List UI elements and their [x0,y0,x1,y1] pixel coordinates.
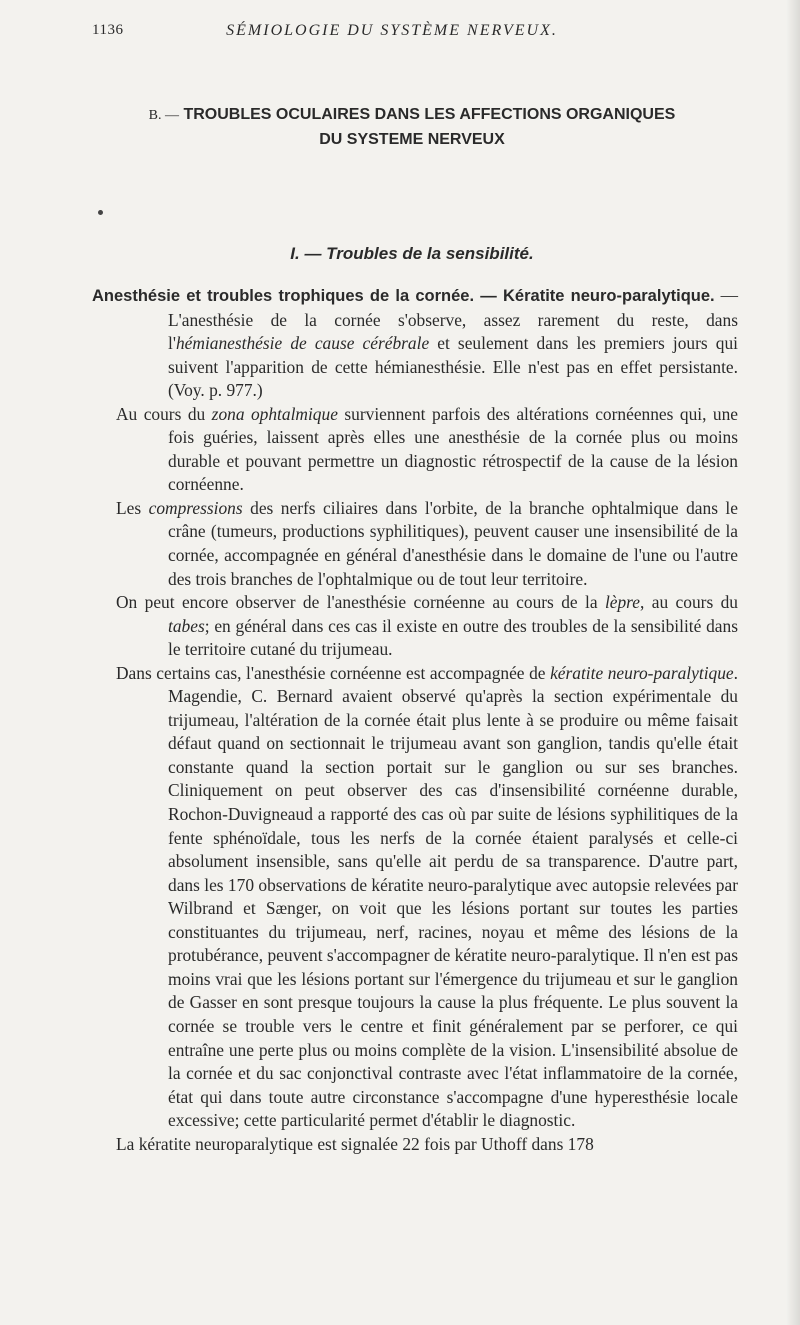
section-title-line1: TROUBLES OCULAIRES DANS LES AFFECTIONS ORGANIQUES [183,106,676,123]
p4-italic-1: lèpre [604,592,641,613]
p4-text-1: On peut encore observer de l'anesthésie cornéenne au cours de la [116,592,605,613]
p1-text-1: — L'anesthésie de la cornée s'observe, assez rarement du reste, dans l' [168,285,738,354]
page-number: 1136 [92,22,124,38]
paragraph-5 [116,662,738,1133]
body-text [92,284,738,1156]
p3-text-1: Les [116,497,149,518]
page-edge-shadow [786,0,800,1325]
paragraph-title: Anesthésie et troubles trophiques de la cornée. — Kératite neuro-paralytique. [92,287,715,305]
p4-italic-2: tabes [168,615,205,636]
section-heading-line1 [92,103,732,128]
p1-italic-1: hémianesthésie de cause cérébrale [175,333,430,354]
paragraph-6 [116,1133,738,1157]
section-heading [92,103,732,152]
paragraph-4 [116,591,738,662]
p1-text-2: et seulement dans les premiers jours qui suivent l'apparition de cette hémianesthésie. Elle n'est pas en effet persistante. (Voy. p. 977.) [168,333,738,401]
section-title-line2: DU SYSTEME NERVEUX [319,131,505,148]
ink-dot [98,210,103,215]
p2-text-1: Au cours du [116,403,212,424]
paragraph-1 [92,284,738,403]
p3-italic-1: compressions [148,497,243,518]
paragraph-3 [116,497,738,591]
p2-text-2: surviennent parfois des altérations cornéennes qui, une fois guéries, laissent après elles une anesthésie de la cornée plus ou moins durable et pouvant permettre un diagnostic rétrospectif de la cause de la lésion cornéenne. [168,403,738,495]
p5-text-1: Dans certains cas, l'anesthésie cornéenne est accompagnée de [116,662,551,683]
p5-italic-1: kératite neuro-paralytique [550,662,734,683]
p4-text-3: ; en général dans ces cas il existe en outre des troubles de la sensibilité dans le territoire cutané du trijumeau. [168,615,738,660]
running-header [92,22,692,46]
p6-text-1: La kératite neuroparalytique est signalée 22 fois par Uthoff dans 178 [116,1133,594,1154]
p5-text-2: . Magendie, C. Bernard avaient observé qu'après la section expérimentale du trijumeau, l'altération de la cornée était plus lente à se produire ou même faisait défaut quand on sectionnait le trijumeau avant son ganglion, tandis qu'elle était constante quand la section portait sur le ganglion ou sur ses branches. Cliniquement on peut observer des cas d'insensibilité cornéenne durable, Rochon-Duvigneaud a rapporté des cas où par suite de lésions syphilitiques de la fente sphénoïdale, tous les nerfs de la cornée étaient paralysés et celle-ci absolument insensible, sans qu'elle ait perdu de sa transparence. D'autre part, dans les 170 observations de kératite neuro-paralytique avec autopsie relevées par Wilbrand et Sænger, on voit que les lésions portant sur toutes les parties constituantes du trijumeau, nerf, racines, noyau et même des lésions de la protubérance, peuvent s'accompagner de kératite neuro-paralytique. Il n'en est pas moins vrai que les lésions portant sur l'émergence du trijumeau et sur le ganglion de Gasser en sont presque toujours la cause la plus fréquente. Le plus souvent la cornée se trouble vers le centre et finit généralement par se perforer, ce qui entraîne une perte plus ou moins complète de la vision. L'insensibilité absolue de la cornée et du sac conjonctival contraste avec l'état inflammatoire de la cornée, état qui dans toute autre circonstance s'accompagne d'une hyperesthésie locale excessive; cette particularité permet d'établir le diagnostic. [168,662,738,1131]
running-title: SÉMIOLOGIE DU SYSTÈME NERVEUX. [226,22,558,39]
p3-text-2: des nerfs ciliaires dans l'orbite, de la branche ophtalmique dans le crâne (tumeurs, productions syphilitiques), peuvent causer une insensibilité de la cornée, accompagnée en général d'anesthésie dans le domaine de l'une ou l'autre des trois branches de l'ophtalmique ou de tout leur territoire. [168,497,738,589]
section-marker: B. — [148,108,179,123]
p2-italic-1: zona ophtalmique [211,403,338,424]
subsection-heading: I. — Troubles de la sensibilité. [290,244,534,263]
paragraph-2 [116,403,738,497]
p4-text-2: , au cours du [640,592,738,613]
